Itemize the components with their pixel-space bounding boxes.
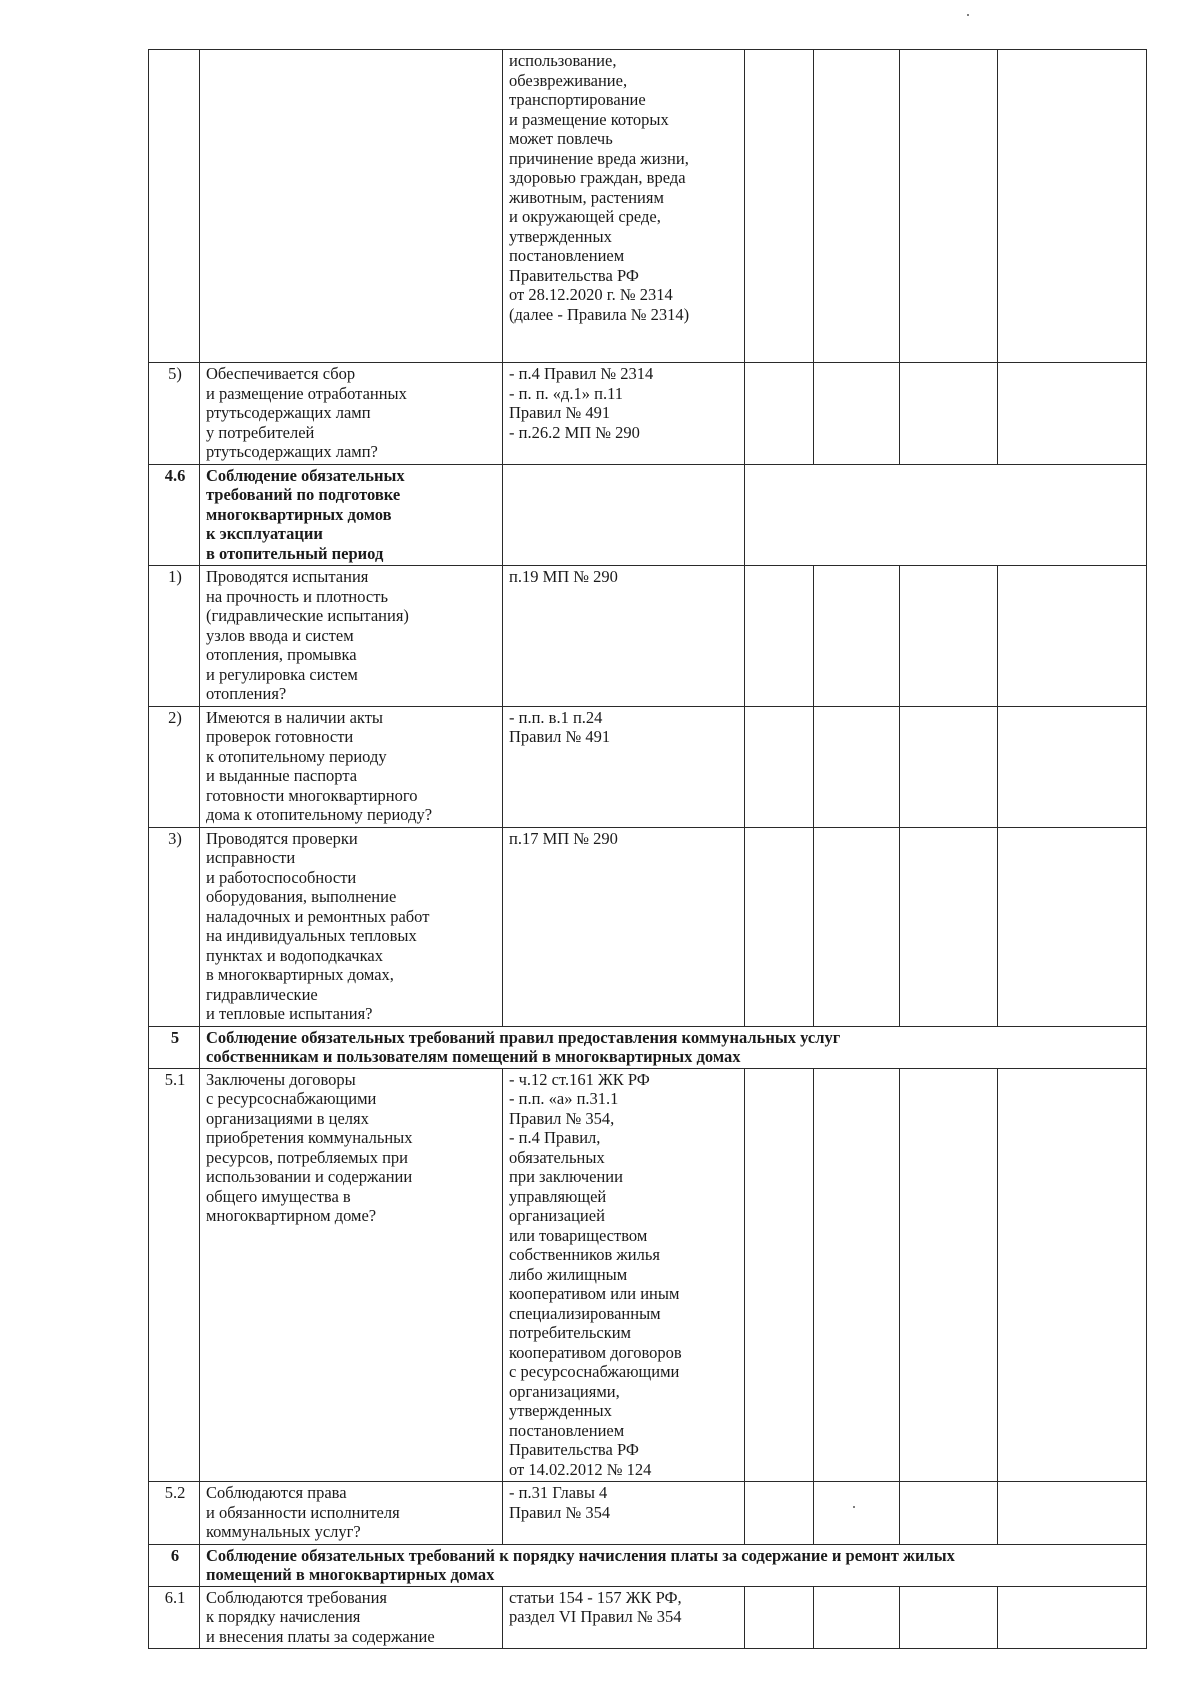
legal-reference: - п.31 Главы 4 Правил № 354 <box>503 1482 745 1545</box>
not-applicable-cell <box>900 1586 998 1649</box>
item-number: 5) <box>149 363 200 465</box>
table-row <box>149 1586 1147 1649</box>
answer-yes-cell <box>745 50 814 363</box>
not-applicable-cell <box>900 827 998 1026</box>
legal-reference: п.19 МП № 290 <box>503 566 745 707</box>
answer-yes-cell <box>745 1068 814 1482</box>
requirement-question: Имеются в наличии акты проверок готовности к отопительному периоду и выданные паспорта готовности многоквартирного дома к отопительному периоду? <box>200 706 503 827</box>
notes-cell <box>998 566 1147 707</box>
scan-speck <box>853 1506 855 1508</box>
item-number: 2) <box>149 706 200 827</box>
scan-speck <box>967 14 969 16</box>
not-applicable-cell <box>900 706 998 827</box>
table-row <box>149 706 1147 827</box>
not-applicable-cell <box>900 566 998 707</box>
requirement-question: Обеспечивается сбор и размещение отработанных ртутьсодержащих ламп у потребителей ртутьсодержащих ламп? <box>200 363 503 465</box>
item-number: 5.2 <box>149 1482 200 1545</box>
section-row <box>149 1026 1147 1068</box>
item-number: 3) <box>149 827 200 1026</box>
requirement-question: Заключены договоры с ресурсоснабжающими организациями в целях приобретения коммунальных ресурсов, потребляемых при использовании и содержании общего имущества в многоквартирном доме? <box>200 1068 503 1482</box>
not-applicable-cell <box>900 363 998 465</box>
section-title: Соблюдение обязательных требований правил предоставления коммунальных услуг собственникам и пользователям помещений в многоквартирных домах <box>200 1026 1147 1068</box>
requirement-question: Проводятся испытания на прочность и плотность (гидравлические испытания) узлов ввода и систем отопления, промывка и регулировка систем отопления? <box>200 566 503 707</box>
answer-yes-cell <box>745 363 814 465</box>
answer-yes-cell <box>745 1586 814 1649</box>
answer-no-cell <box>814 566 900 707</box>
legal-reference: - п.4 Правил № 2314 - п. п. «д.1» п.11 Правил № 491 - п.26.2 МП № 290 <box>503 363 745 465</box>
answer-yes-cell <box>745 566 814 707</box>
table-row <box>149 566 1147 707</box>
answer-yes-cell <box>745 1482 814 1545</box>
notes-cell <box>998 706 1147 827</box>
answer-no-cell <box>814 706 900 827</box>
answer-no-cell <box>814 50 900 363</box>
not-applicable-cell <box>900 50 998 363</box>
notes-cell <box>998 827 1147 1026</box>
answer-yes-cell <box>745 827 814 1026</box>
legal-reference: - п.п. в.1 п.24 Правил № 491 <box>503 706 745 827</box>
requirement-question: Соблюдаются требования к порядку начисления и внесения платы за содержание <box>200 1586 503 1649</box>
item-number: 6.1 <box>149 1586 200 1649</box>
table-row <box>149 827 1147 1026</box>
legal-reference: п.17 МП № 290 <box>503 827 745 1026</box>
not-applicable-cell <box>900 1482 998 1545</box>
table-row <box>149 50 1147 363</box>
item-number <box>149 50 200 363</box>
requirement-question <box>200 50 503 363</box>
section-number: 4.6 <box>149 464 200 566</box>
table-row <box>149 363 1147 465</box>
section-title: Соблюдение обязательных требований к порядку начисления платы за содержание и ремонт жилых помещений в многоквартирных домах <box>200 1544 1147 1586</box>
legal-reference <box>503 464 745 566</box>
legal-reference: - ч.12 ст.161 ЖК РФ - п.п. «а» п.31.1 Правил № 354, - п.4 Правил, обязательных при заключении управляющей организацией или товариществом собственников жилья либо жилищным кооперативом или иным специализированным потребительским кооперативом договоров с ресурсоснабжающими организациями, утвержденных постановлением Правительства РФ от 14.02.2012 № 124 <box>503 1068 745 1482</box>
section-number: 6 <box>149 1544 200 1586</box>
answer-yes-cell <box>745 706 814 827</box>
item-number: 5.1 <box>149 1068 200 1482</box>
section-row <box>149 464 1147 566</box>
answer-no-cell <box>814 827 900 1026</box>
notes-cell <box>998 1586 1147 1649</box>
empty-cell <box>745 464 1147 566</box>
answer-no-cell <box>814 1586 900 1649</box>
checklist-table <box>148 49 1147 1649</box>
requirement-question: Проводятся проверки исправности и работоспособности оборудования, выполнение наладочных и ремонтных работ на индивидуальных тепловых пунктах и водоподкачках в многоквартирных домах, гидравлические и тепловые испытания? <box>200 827 503 1026</box>
item-number: 1) <box>149 566 200 707</box>
notes-cell <box>998 1068 1147 1482</box>
answer-no-cell <box>814 1482 900 1545</box>
table-row <box>149 1482 1147 1545</box>
section-title: Соблюдение обязательных требований по подготовке многоквартирных домов к эксплуатации в отопительный период <box>200 464 503 566</box>
table-row <box>149 1068 1147 1482</box>
section-number: 5 <box>149 1026 200 1068</box>
notes-cell <box>998 50 1147 363</box>
notes-cell <box>998 363 1147 465</box>
answer-no-cell <box>814 1068 900 1482</box>
notes-cell <box>998 1482 1147 1545</box>
not-applicable-cell <box>900 1068 998 1482</box>
section-row <box>149 1544 1147 1586</box>
requirement-question: Соблюдаются права и обязанности исполнителя коммунальных услуг? <box>200 1482 503 1545</box>
answer-no-cell <box>814 363 900 465</box>
legal-reference: использование, обезвреживание, транспортирование и размещение которых может повлечь причинение вреда жизни, здоровью граждан, вреда животным, растениям и окружающей среде, утвержденных постановлением Правительства РФ от 28.12.2020 г. № 2314 (далее - Правила № 2314) <box>503 50 745 363</box>
legal-reference: статьи 154 - 157 ЖК РФ, раздел VI Правил № 354 <box>503 1586 745 1649</box>
